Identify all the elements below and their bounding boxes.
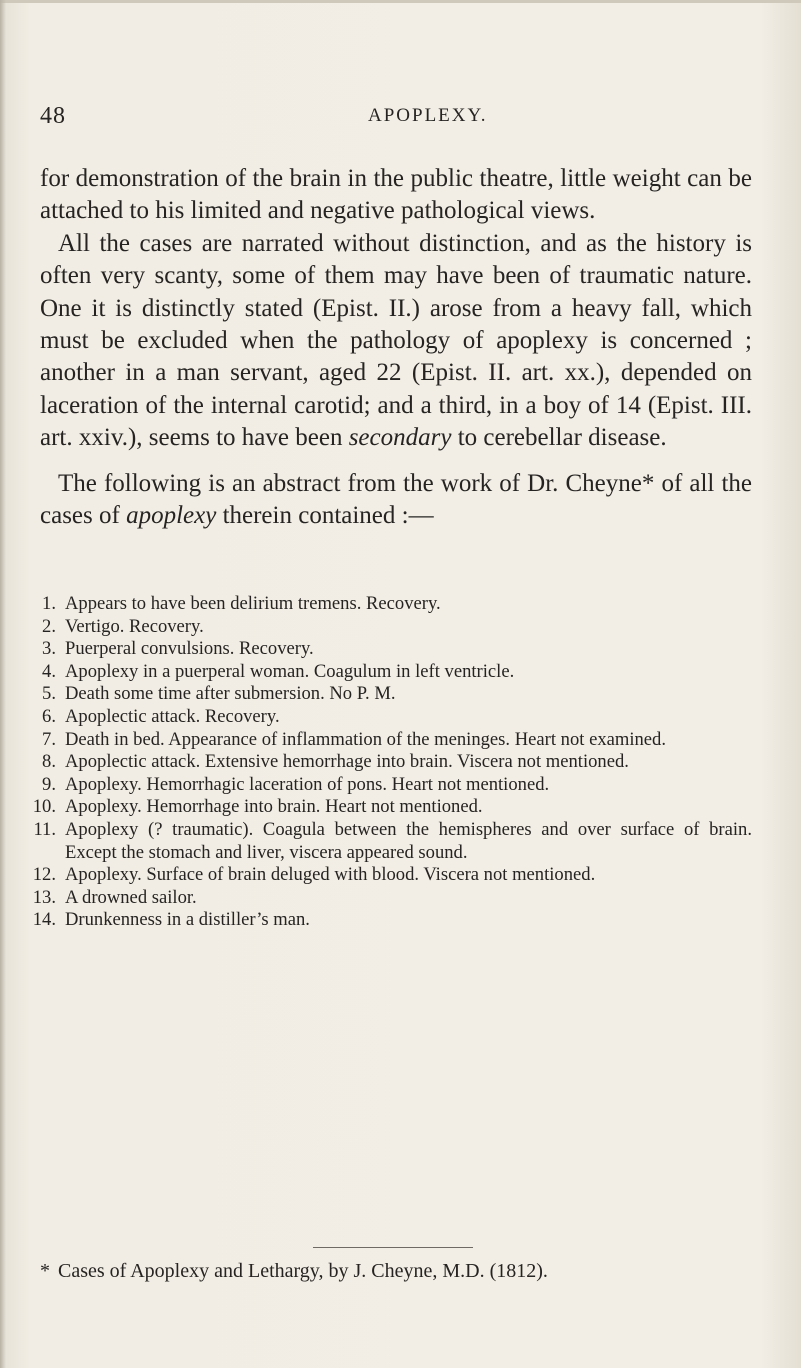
case-text: A drowned sailor. (65, 886, 197, 908)
paragraph-3-start: The following is an abstract from the work of Dr. Cheyne (58, 469, 642, 497)
paragraph-3-end: therein contained :— (222, 502, 434, 530)
case-text: Appears to have been delirium tremens. Recovery. (65, 593, 441, 614)
list-item (40, 683, 752, 706)
list-item (32, 864, 752, 887)
list-item (40, 593, 752, 616)
case-text: Apoplexy. Surface of brain deluged with blood. Viscera not mentioned. (65, 864, 596, 886)
cases-list (32, 593, 752, 932)
paragraph-abstract-intro (40, 468, 752, 533)
list-item (40, 706, 752, 729)
case-number: 10. (32, 796, 56, 818)
case-text: Apoplexy in a puerperal woman. Coagulum in left ventricle. (65, 660, 515, 682)
paragraph-2-italic: secondary (348, 424, 452, 452)
paragraph-continuation (40, 163, 752, 228)
case-number: 5. (42, 683, 56, 705)
list-item (40, 774, 752, 797)
case-number: 4. (42, 660, 56, 682)
list-item (40, 616, 752, 639)
case-number: 11. (33, 818, 56, 840)
case-number: 2. (42, 615, 56, 637)
case-text: Apoplexy. Hemorrhagic laceration of pons. Heart not mentioned. (65, 773, 550, 795)
list-item (32, 886, 752, 910)
paragraph-3-italic: apoplexy (126, 502, 217, 530)
case-text: Apoplexy. Hemorrhage into brain. Heart not mentioned. (65, 796, 483, 818)
case-number: 6. (42, 705, 56, 727)
paragraph-cases-note (40, 228, 752, 455)
page-top-edge (0, 0, 801, 3)
list-item (40, 729, 752, 752)
footnote-reference: * (641, 469, 655, 497)
case-text: Apoplectic attack. Extensive hemorrhage into brain. Viscera not mentioned. (65, 751, 629, 773)
list-item (40, 638, 752, 661)
case-number: 8. (42, 751, 56, 773)
case-number: 13. (32, 886, 56, 908)
case-number: 9. (42, 773, 56, 795)
list-item (32, 909, 752, 932)
page-number: 48 (40, 103, 66, 129)
paragraph-2-end: to cerebellar disease. (457, 424, 667, 452)
case-number: 3. (42, 638, 56, 660)
list-item (40, 661, 752, 684)
running-title: APOPLEXY. (368, 105, 488, 126)
list-item (40, 751, 752, 774)
case-number: 14. (32, 909, 56, 931)
paragraph-1-text: for demonstration of the brain in the public theatre, little weight can be attached to his limited and negative pathological views. (40, 165, 752, 225)
case-text: Drunkenness in a distiller’s man. (65, 909, 310, 931)
case-number: 12. (32, 864, 56, 886)
footnote-mark: * (40, 1260, 50, 1282)
list-item (32, 796, 752, 819)
page-binding-shadow (0, 0, 6, 1368)
case-text: Vertigo. Recovery. (65, 615, 204, 637)
paragraph-3-mid: of all the cases of (40, 469, 753, 530)
body-text (40, 163, 752, 532)
case-text: Apoplectic attack. Recovery. (65, 705, 280, 727)
footnote (40, 1258, 770, 1284)
footnote-text: Cases of Apoplexy and Lethargy, by J. Cheyne, M.D. (1812). (58, 1260, 548, 1282)
case-text: Puerperal convulsions. Recovery. (65, 638, 314, 660)
case-text: Apoplexy (? traumatic). Coagula between the hemispheres and over surface of brain. Except the stomach and liver, viscera appeared sound. (65, 818, 752, 863)
case-number: 1. (42, 593, 56, 614)
case-number: 7. (42, 728, 56, 750)
running-head (40, 103, 740, 133)
case-text: Death some time after submersion. No P. M. (65, 683, 396, 705)
case-text: Death in bed. Appearance of inflammation of the meninges. Heart not examined. (65, 728, 666, 750)
footnote-divider (313, 1247, 473, 1248)
paragraph-2-text: All the cases are narrated without distinction, and as the history is often very scanty, some of them may have been of traumatic nature. One it is distinctly stated (Epist. II.) arose from a heavy fall, which must be excluded when the pathology of apoplexy is concerned ; another in a man servant, aged 22 (Epist. II. art. xx.), depended on laceration of the internal carotid; and a third, in a boy of 14 (Epist. III. art. xxiv.), seems to have been (40, 229, 752, 452)
list-item (33, 818, 752, 864)
